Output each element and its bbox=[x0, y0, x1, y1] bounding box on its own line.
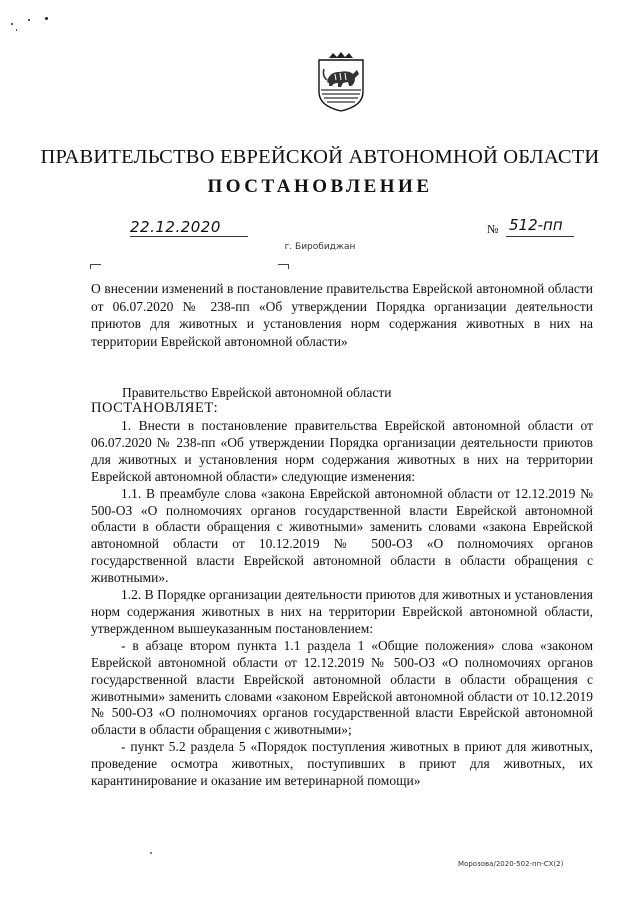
document-type-heading: ПОСТАНОВЛЕНИЕ bbox=[207, 176, 433, 197]
scan-speck bbox=[16, 29, 17, 31]
scan-speck bbox=[45, 17, 48, 20]
intro-decree-verb: ПОСТАНОВЛЯЕТ: bbox=[91, 400, 219, 416]
intro-organization: Правительство Еврейской автономной области bbox=[122, 385, 392, 400]
paragraph: - в абзаце втором пункта 1.1 раздела 1 «Общие положения» слова «законом Еврейской автономной области от 12.12.2019 № 500-ОЗ «О полномочиях органов государственной власти Еврейской автономной области в области обращения с животными» заменить словами «законом Еврейской автономной области от 10.12.2019 № 500-ОЗ «О полномочиях органов государственной власти Еврейской автономной области в области обращения с животными»; bbox=[91, 637, 593, 738]
number-label: № bbox=[487, 222, 499, 236]
subject-bracket-right bbox=[278, 264, 289, 269]
document-subject: О внесении изменений в постановление правительства Еврейской автономной области от 06.07.2020 № 238-пп «Об утверждении Порядка организации деятельности приютов для животных и установления норм содержания животных в них на территории Еврейской автономной области» bbox=[91, 281, 593, 349]
number-underline bbox=[506, 236, 574, 237]
document-body bbox=[91, 418, 593, 790]
scan-speck bbox=[28, 19, 30, 21]
scan-speck bbox=[150, 852, 152, 854]
paragraph: - пункт 5.2 раздела 5 «Порядок поступления животных в приют для животных, проведение осмотра животных, поступивших в приют для животных, их карантинирование и оказание им ветеринарной помощи» bbox=[91, 739, 593, 789]
paragraph: 1. Внести в постановление правительства Еврейской автономной области от 06.07.2020 № 238-пп «Об утверждении Порядка организации деятельности приютов для животных и установления норм содержания животных в них на территории Еврейской автономной области» следующие изменения: bbox=[91, 418, 593, 484]
coat-of-arms-emblem bbox=[315, 52, 367, 112]
handwritten-number: 512-пп bbox=[509, 216, 563, 234]
organization-title: ПРАВИТЕЛЬСТВО ЕВРЕЙСКОЙ АВТОНОМНОЙ ОБЛАСТИ bbox=[40, 146, 600, 168]
subject-bracket-left bbox=[90, 264, 101, 269]
date-underline bbox=[130, 236, 248, 237]
footer-document-code: Морозова/2020-502-пп-СХ(2) bbox=[458, 860, 564, 868]
paragraph: 1.1. В преамбуле слова «закона Еврейской автономной области от 12.12.2019 № 500-ОЗ «О полномочиях органов государственной власти Еврейской автономной области в области обращения с животными» заменить словами «закона Еврейской автономной области от 10.12.2019 № 500-ОЗ «О полномочиях органов государственной власти Еврейской автономной области в области обращения с животными». bbox=[91, 485, 593, 586]
scan-speck bbox=[11, 23, 13, 25]
paragraph: 1.2. В Порядке организации деятельности приютов для животных и установления норм содержания животных в них на территории Еврейской автономной области, утвержденном вышеуказанным постановлением: bbox=[91, 587, 593, 636]
handwritten-date: 22.12.2020 bbox=[130, 218, 221, 236]
city-label: г. Биробиджан bbox=[284, 242, 356, 252]
